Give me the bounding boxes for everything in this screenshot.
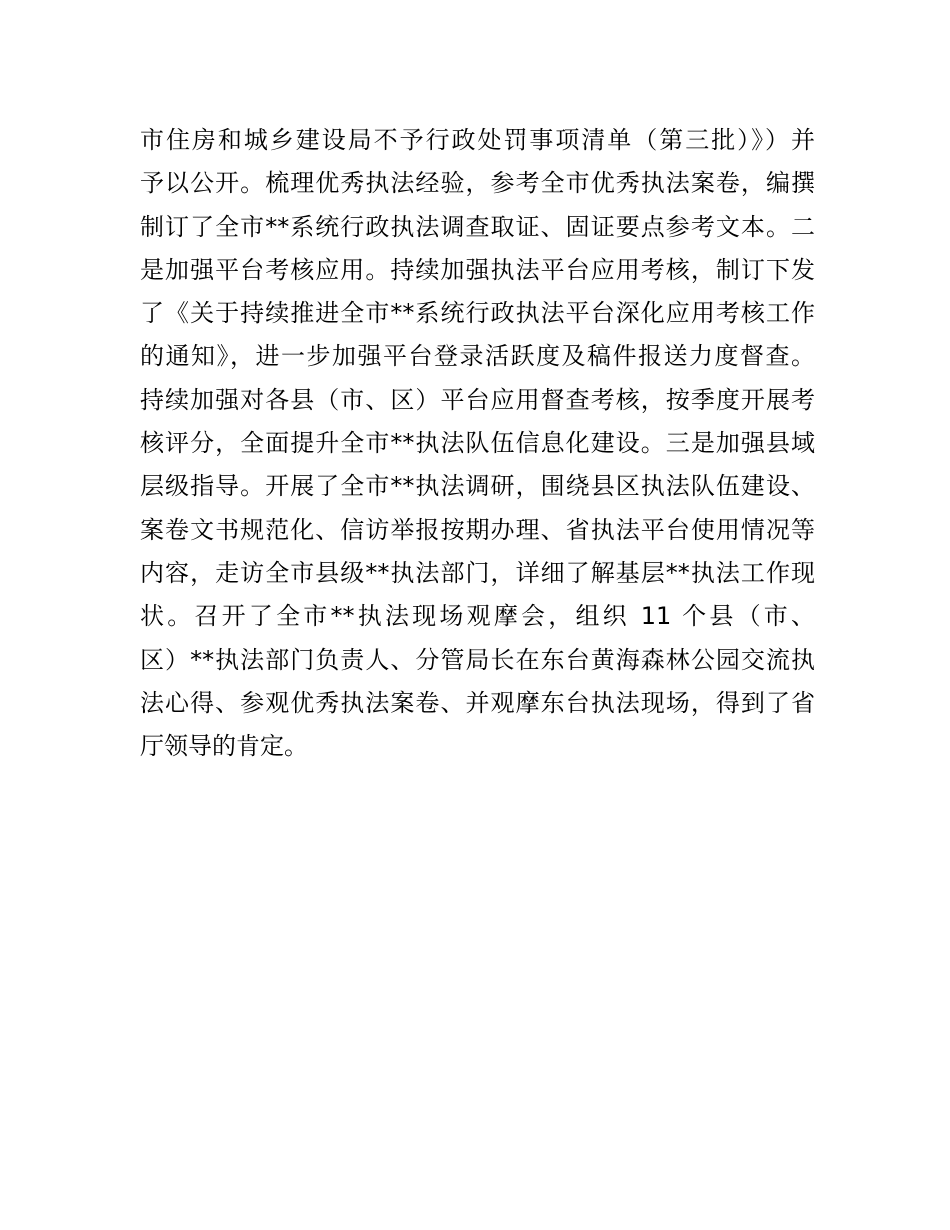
paragraph-line: 了《关于持续推进全市**系统行政执法平台深化应用考核工作 <box>140 299 815 328</box>
paragraph-line: 厅领导的肯定。 <box>140 732 308 761</box>
paragraph-line: 状。召开了全市**执法现场观摩会，组织 11 个县（市、 <box>140 602 815 631</box>
paragraph-line: 市住房和城乡建设局不予行政处罚事项清单（第三批）》）并 <box>140 126 815 154</box>
paragraph-line: 法心得、参观优秀执法案卷、并观摩东台执法现场，得到了省 <box>140 688 815 717</box>
paragraph-line: 案卷文书规范化、信访举报按期办理、省执法平台使用情况等 <box>140 515 815 544</box>
paragraph-line: 持续加强对各县（市、区）平台应用督查考核，按季度开展考 <box>140 385 815 414</box>
body-paragraph <box>140 119 815 768</box>
paragraph-line: 予以公开。梳理优秀执法经验，参考全市优秀执法案卷，编撰 <box>140 169 815 198</box>
paragraph-line: 制订了全市**系统行政执法调查取证、固证要点参考文本。二 <box>140 212 815 241</box>
paragraph-line: 区）**执法部门负责人、分管局长在东台黄海森林公园交流执 <box>140 645 815 674</box>
paragraph-line: 内容，走访全市县级**执法部门，详细了解基层**执法工作现 <box>140 558 815 587</box>
paragraph-line: 层级指导。开展了全市**执法调研，围绕县区执法队伍建设、 <box>140 472 815 501</box>
paragraph-line: 核评分，全面提升全市**执法队伍信息化建设。三是加强县域 <box>140 429 815 458</box>
paragraph-line: 是加强平台考核应用。持续加强执法平台应用考核，制订下发 <box>140 255 815 284</box>
paragraph-line: 的通知》，进一步加强平台登录活跃度及稿件报送力度督查。 <box>140 342 815 371</box>
